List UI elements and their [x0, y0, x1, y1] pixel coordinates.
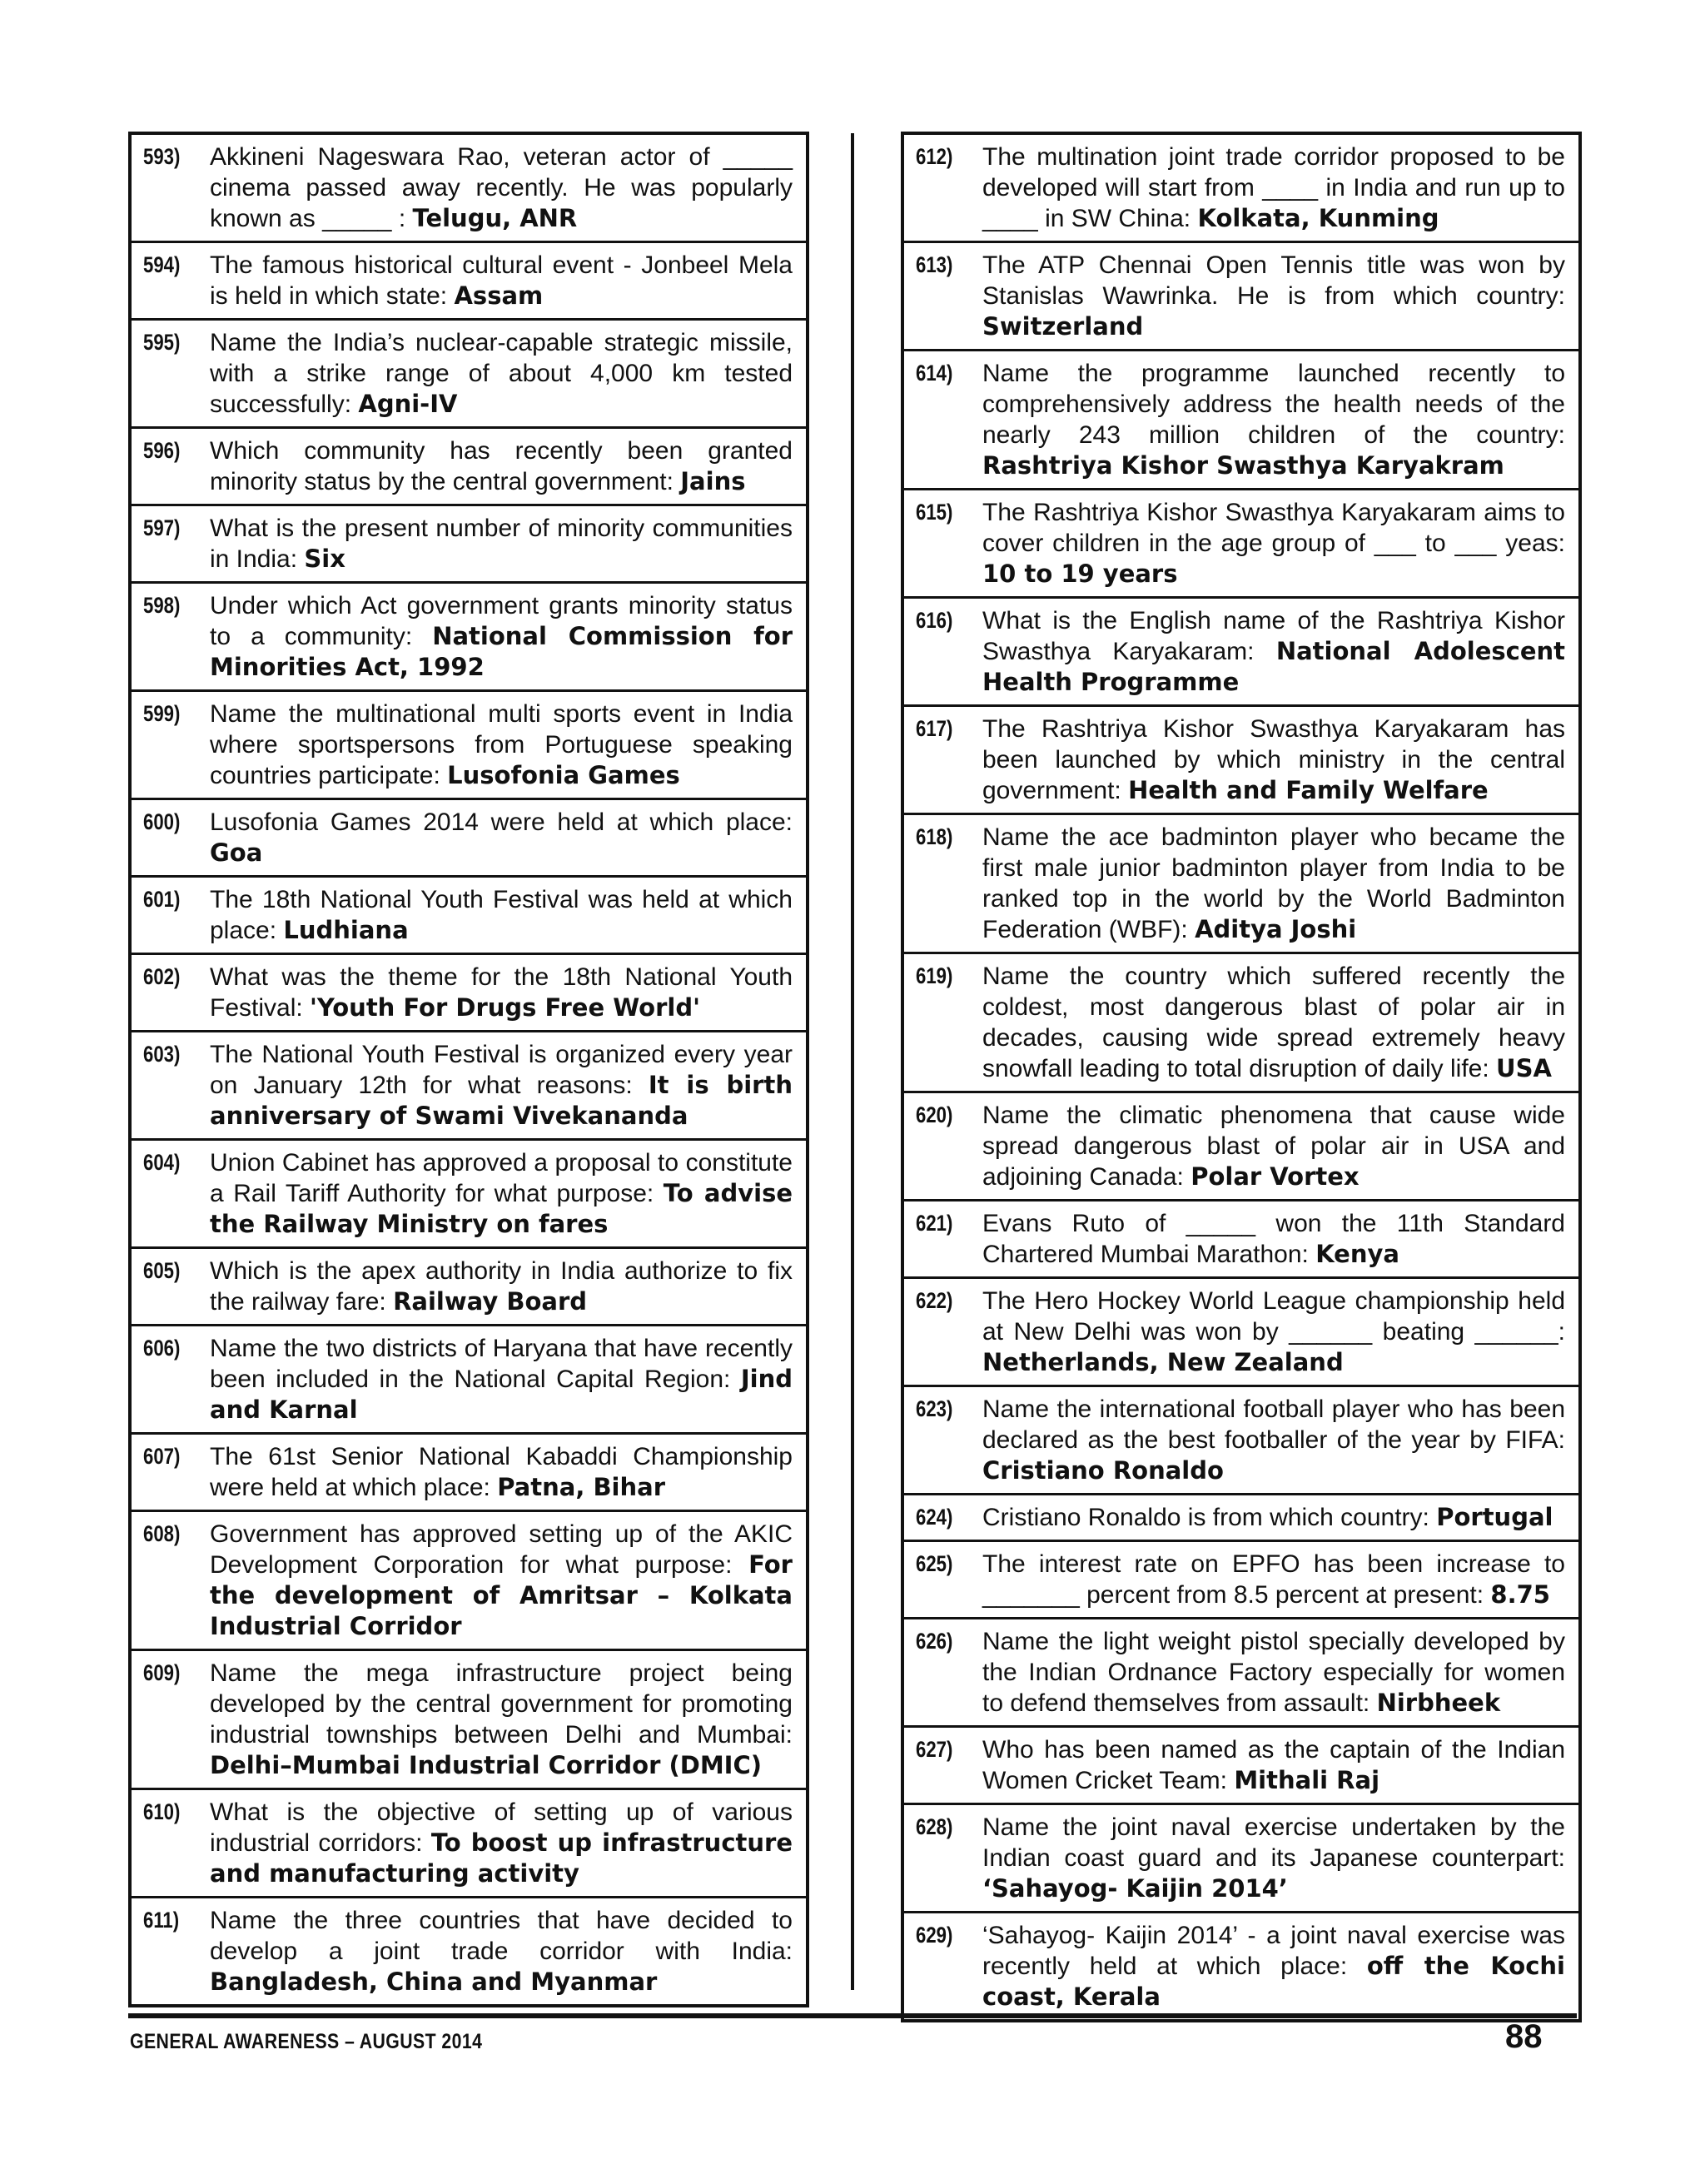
question-text-block — [210, 1658, 793, 1781]
question-row — [904, 1279, 1578, 1387]
question-number: 599) — [143, 701, 181, 726]
question-row — [132, 1790, 806, 1898]
question-text: What was the theme for the 18th National Youth Festival: — [210, 963, 793, 1022]
question-number: 623) — [916, 1396, 953, 1421]
question-number: 602) — [143, 964, 181, 989]
question-row — [132, 1435, 806, 1512]
question-text-block — [210, 142, 793, 234]
question-row — [132, 692, 806, 800]
question-row — [904, 599, 1578, 707]
right-question-column — [901, 132, 1582, 2022]
question-text: Name the mega infrastructure project being developed by the central government for promoting industrial townships between Delhi and Mumbai: — [210, 1659, 793, 1749]
question-row — [904, 1093, 1578, 1201]
question-row — [132, 1326, 806, 1435]
question-text: The 18th National Youth Festival was held at which place: — [210, 886, 793, 944]
answer-text: Nirbheek — [1376, 1689, 1501, 1717]
answer-text: ‘Sahayog- Kaijin 2014’ — [982, 1874, 1288, 1903]
question-text: Cristiano Ronaldo is from which country: — [982, 1504, 1437, 1531]
question-text-block — [982, 605, 1565, 698]
question-text: Name the joint naval exercise undertaken by the Indian coast guard and its Japanese counterpart: — [982, 1813, 1565, 1872]
question-text: The Rashtriya Kishor Swasthya Karyakaram has been launched by which ministry in the central government: — [982, 715, 1565, 804]
question-number: 607) — [143, 1444, 181, 1469]
question-text: Name the multinational multi sports event in India where sportspersons from Portuguese speaking countries participate: — [210, 700, 793, 789]
answer-text: Ludhiana — [283, 916, 409, 944]
question-row — [132, 1651, 806, 1790]
answer-text: Lusofonia Games — [447, 761, 680, 789]
question-number: 622) — [916, 1288, 953, 1313]
question-text-block — [210, 699, 793, 791]
question-row — [904, 351, 1578, 490]
answer-text: Agni-IV — [358, 390, 458, 418]
answer-text: Jains — [680, 467, 746, 495]
question-number: 594) — [143, 252, 181, 277]
question-text: Union Cabinet has approved a proposal to constitute a Rail Tariff Authority for what purpose: — [210, 1149, 793, 1207]
question-text-block — [982, 142, 1565, 234]
column-divider — [851, 133, 854, 1990]
question-number: 595) — [143, 330, 181, 355]
question-row — [132, 1032, 806, 1141]
question-number: 618) — [916, 824, 953, 849]
question-number: 601) — [143, 887, 181, 912]
question-text: What is the English name of the Rashtriya Kishor Swasthya Karyakaram: — [982, 607, 1565, 665]
question-number: 593) — [143, 144, 181, 169]
answer-text: Goa — [210, 838, 263, 867]
question-number: 596) — [143, 438, 181, 463]
question-row — [904, 954, 1578, 1093]
question-row — [132, 878, 806, 955]
answer-text: Aditya Joshi — [1195, 915, 1357, 943]
question-row — [132, 321, 806, 429]
question-text-block — [210, 1039, 793, 1132]
question-row — [132, 429, 806, 506]
question-row — [132, 1141, 806, 1249]
answer-text: National Adolescent Health Programme — [982, 637, 1565, 696]
question-row — [904, 1495, 1578, 1542]
question-text: Who has been named as the captain of the Indian Women Cricket Team: — [982, 1736, 1565, 1794]
answer-text: 8.75 — [1490, 1580, 1550, 1609]
question-number: 624) — [916, 1505, 953, 1530]
question-number: 603) — [143, 1042, 181, 1067]
question-text-block — [982, 1920, 1565, 2012]
question-text: ‘Sahayog- Kaijin 2014’ - a joint naval exercise was recently held at which place: — [982, 1922, 1565, 1980]
question-row — [904, 707, 1578, 815]
question-text: The National Youth Festival is organized every year on January 12th for what reasons: — [210, 1041, 793, 1099]
question-text-block — [210, 1256, 793, 1317]
question-row — [132, 800, 806, 878]
question-number: 629) — [916, 1923, 953, 1948]
answer-text: USA — [1496, 1054, 1552, 1082]
answer-text: Switzerland — [982, 312, 1144, 341]
question-number: 615) — [916, 500, 953, 525]
question-text-block — [982, 250, 1565, 342]
question-row — [904, 1913, 1578, 2019]
question-text: The Hero Hockey World League championship held at New Delhi was won by ______ beating ______: — [982, 1287, 1565, 1346]
question-text-block — [210, 1519, 793, 1642]
question-text-block — [210, 435, 793, 497]
question-row — [904, 135, 1578, 243]
question-text-block — [982, 1734, 1565, 1796]
question-number: 609) — [143, 1660, 181, 1685]
answer-text: 'Youth For Drugs Free World' — [310, 993, 700, 1022]
question-number: 625) — [916, 1551, 953, 1576]
question-text-block — [982, 1100, 1565, 1192]
answer-text: Assam — [454, 281, 544, 310]
question-text-block — [982, 1812, 1565, 1904]
question-text: Lusofonia Games 2014 were held at which place: — [210, 808, 793, 836]
question-number: 628) — [916, 1814, 953, 1839]
question-row — [904, 1805, 1578, 1913]
question-text-block — [982, 358, 1565, 481]
question-text-block — [210, 962, 793, 1023]
question-number: 613) — [916, 252, 953, 277]
question-text-block — [210, 1147, 793, 1240]
question-number: 616) — [916, 608, 953, 633]
question-number: 610) — [143, 1799, 181, 1824]
question-text-block — [982, 714, 1565, 806]
question-text-block — [210, 1441, 793, 1503]
question-text-block — [210, 884, 793, 946]
question-number: 600) — [143, 809, 181, 834]
question-number: 597) — [143, 515, 181, 540]
question-text-block — [210, 1333, 793, 1425]
page-number: 88 — [1505, 2018, 1543, 2055]
question-row — [132, 955, 806, 1032]
question-row — [904, 490, 1578, 599]
question-number: 598) — [143, 593, 181, 618]
question-text: Name the light weight pistol specially developed by the Indian Ordnance Factory especially for women to defend themselves from assault: — [982, 1628, 1565, 1717]
question-text-block — [210, 513, 793, 575]
question-text: The famous historical cultural event - Jonbeel Mela is held in which state: — [210, 251, 793, 310]
question-text: Name the international football player who has been declared as the best footballer of the year by FIFA: — [982, 1395, 1565, 1454]
question-text: The interest rate on EPFO has been increase to _______ percent from 8.5 percent at present: — [982, 1550, 1565, 1609]
question-text: Name the climatic phenomena that cause wide spread dangerous blast of polar air in USA and adjoining Canada: — [982, 1102, 1565, 1191]
question-text-block — [982, 1549, 1565, 1610]
question-row — [132, 506, 806, 584]
question-number: 621) — [916, 1211, 953, 1236]
question-text: Name the programme launched recently to comprehensively address the health needs of the nearly 243 million children of the country: — [982, 360, 1565, 449]
answer-text: Delhi–Mumbai Industrial Corridor (DMIC) — [210, 1751, 763, 1779]
question-text: What is the objective of setting up of various industrial corridors: — [210, 1798, 793, 1857]
question-text-block — [982, 1502, 1565, 1533]
question-text: Name the country which suffered recently the coldest, most dangerous blast of polar air in decades, causing wide spread extremely heavy snowfall leading to total disruption of daily life: — [982, 963, 1565, 1082]
answer-text: To advise the Railway Ministry on fares — [210, 1179, 793, 1238]
question-text: The 61st Senior National Kabaddi Championship were held at which place: — [210, 1443, 793, 1501]
question-row — [904, 1619, 1578, 1728]
question-text: The Rashtriya Kishor Swasthya Karyakaram aims to cover children in the age group of ___ to ___ yeas: — [982, 499, 1565, 557]
answer-text: It is birth anniversary of Swami Vivekananda — [210, 1071, 793, 1130]
question-number: 608) — [143, 1521, 181, 1546]
question-text-block — [982, 1208, 1565, 1270]
question-text: Under which Act government grants minority status to a community: — [210, 592, 793, 650]
question-text: Akkineni Nageswara Rao, veteran actor of _____ cinema passed away recently. He was popularly known as _____ : — [210, 143, 793, 232]
answer-text: National Commission for Minorities Act, 1992 — [210, 622, 793, 681]
question-text: Government has approved setting up of the AKIC Development Corporation for what purpose: — [210, 1520, 793, 1579]
question-number: 606) — [143, 1336, 181, 1361]
question-text: Which is the apex authority in India authorize to fix the railway fare: — [210, 1257, 793, 1316]
question-text-block — [210, 590, 793, 683]
answer-text: Telugu, ANR — [412, 204, 578, 232]
question-number: 605) — [143, 1258, 181, 1283]
question-text: The multination joint trade corridor proposed to be developed will start from ____ in India and run up to ____ in SW China: — [982, 143, 1565, 232]
question-number: 626) — [916, 1629, 953, 1654]
question-row — [904, 815, 1578, 954]
answer-text: Netherlands, New Zealand — [982, 1348, 1344, 1376]
question-number: 620) — [916, 1102, 953, 1127]
question-text: Name the three countries that have decided to develop a joint trade corridor with India: — [210, 1907, 793, 1965]
answer-text: off the Kochi coast, Kerala — [982, 1952, 1565, 2011]
answer-text: Jind and Karnal — [210, 1365, 793, 1424]
question-row — [132, 1512, 806, 1651]
question-text: Name the two districts of Haryana that have recently been included in the National Capital Region: — [210, 1335, 793, 1393]
answer-text: Portugal — [1436, 1503, 1553, 1531]
answer-text: Rashtriya Kishor Swasthya Karyakram — [982, 451, 1504, 480]
answer-text: For the development of Amritsar – Kolkata Industrial Corridor — [210, 1550, 793, 1640]
question-row — [904, 1728, 1578, 1805]
left-question-column — [128, 132, 809, 2007]
question-row — [132, 1249, 806, 1326]
question-text-block — [210, 1905, 793, 1997]
footer-rule — [128, 2013, 1577, 2018]
question-text-block — [210, 327, 793, 420]
answer-text: 10 to 19 years — [982, 560, 1178, 588]
question-text-block — [982, 961, 1565, 1084]
question-number: 617) — [916, 716, 953, 741]
answer-text: Six — [304, 545, 345, 573]
question-text-block — [210, 250, 793, 311]
answer-text: Health and Family Welfare — [1128, 776, 1489, 804]
question-number: 604) — [143, 1150, 181, 1175]
answer-text: Kolkata, Kunming — [1197, 204, 1439, 232]
question-row — [132, 1898, 806, 2004]
question-text: The ATP Chennai Open Tennis title was won by Stanislas Wawrinka. He is from which country: — [982, 251, 1565, 310]
answer-text: To boost up infrastructure and manufacturing activity — [210, 1828, 793, 1888]
question-row — [904, 243, 1578, 351]
question-text: Name the ace badminton player who became the first male junior badminton player from India to be ranked top in the world by the World Badminton Federation (WBF): — [982, 823, 1565, 943]
question-number: 627) — [916, 1737, 953, 1762]
question-number: 611) — [143, 1908, 180, 1933]
answer-text: Kenya — [1315, 1240, 1399, 1268]
question-row — [132, 243, 806, 321]
question-text-block — [982, 497, 1565, 590]
question-row — [132, 135, 806, 243]
question-number: 612) — [916, 144, 953, 169]
question-row — [904, 1201, 1578, 1279]
answer-text: Patna, Bihar — [497, 1473, 665, 1501]
question-text: What is the present number of minority communities in India: — [210, 515, 793, 573]
question-number: 614) — [916, 361, 953, 386]
question-text-block — [982, 822, 1565, 945]
question-row — [132, 584, 806, 692]
footer-title: GENERAL AWARENESS – AUGUST 2014 — [130, 2030, 483, 2053]
question-text-block — [982, 1286, 1565, 1378]
answer-text: Mithali Raj — [1234, 1766, 1380, 1794]
question-text-block — [982, 1394, 1565, 1486]
question-text: Name the India’s nuclear-capable strategic missile, with a strike range of about 4,000 km tested successfully: — [210, 329, 793, 418]
question-text-block — [210, 1797, 793, 1889]
question-text: Which community has recently been granted minority status by the central government: — [210, 437, 793, 495]
question-text-block — [982, 1626, 1565, 1719]
question-row — [904, 1387, 1578, 1495]
question-row — [904, 1542, 1578, 1619]
answer-text: Bangladesh, China and Myanmar — [210, 1968, 658, 1996]
question-text: Evans Ruto of _____ won the 11th Standard Chartered Mumbai Marathon: — [982, 1210, 1565, 1268]
answer-text: Cristiano Ronaldo — [982, 1456, 1224, 1485]
question-text-block — [210, 807, 793, 868]
answer-text: Polar Vortex — [1191, 1162, 1360, 1191]
answer-text: Railway Board — [393, 1287, 587, 1316]
question-number: 619) — [916, 963, 953, 988]
